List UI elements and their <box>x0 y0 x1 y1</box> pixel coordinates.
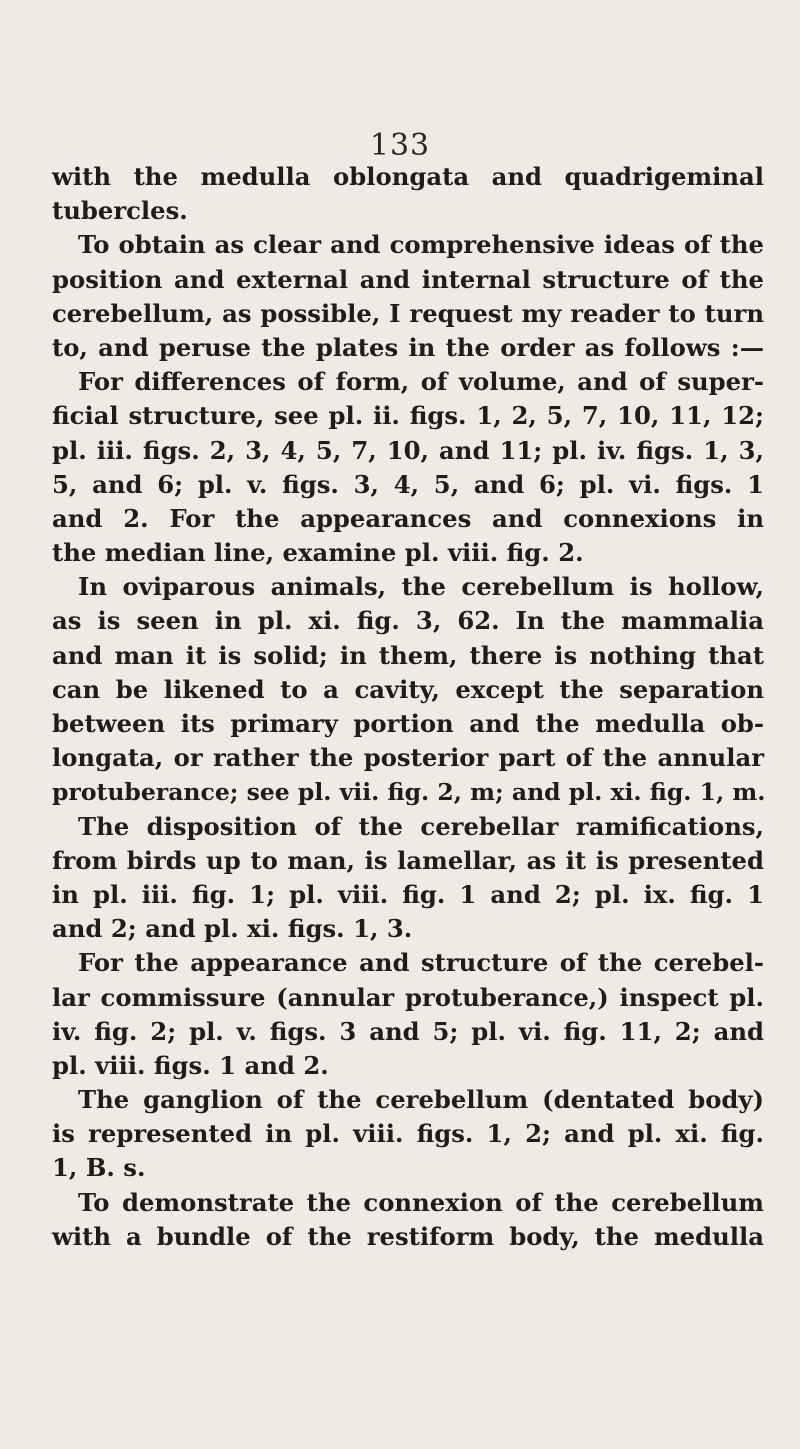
text-line: 5, and 6; pl. v. figs. 3, 4, 5, and 6; pl. vi. figs. 1 <box>52 469 764 499</box>
text-line: is represented in pl. viii. figs. 1, 2; and pl. xi. fig. <box>52 1119 764 1149</box>
text-line: iv. fig. 2; pl. v. figs. 3 and 5; pl. vi. fig. 11, 2; and <box>52 1016 764 1046</box>
text-line: cerebellum, as possible, I request my reader to turn <box>52 298 764 328</box>
body-text <box>52 160 764 1254</box>
page-number: 133 <box>369 128 431 163</box>
text-line: lar commissure (annular protuberance,) inspect pl. <box>52 982 764 1012</box>
text-line: tubercles. <box>52 196 188 226</box>
text-line: ficial structure, see pl. ii. figs. 1, 2, 5, 7, 10, 11, 12; <box>52 401 764 431</box>
text-line: To demonstrate the connexion of the cerebellum <box>78 1187 764 1217</box>
text-line: For differences of form, of volume, and of super- <box>78 367 764 397</box>
text-line: pl. viii. figs. 1 and 2. <box>52 1050 329 1080</box>
text-line: 1, B. s. <box>52 1153 146 1183</box>
text-line: from birds up to man, is lamellar, as it is presented <box>52 845 764 875</box>
text-line: as is seen in pl. xi. fig. 3, 62. In the mammalia <box>52 606 764 636</box>
text-line: protuberance; see pl. vii. fig. 2, m; and pl. xi. fig. 1, m. <box>52 778 766 807</box>
text-line: The ganglion of the cerebellum (dentated body) <box>78 1085 764 1115</box>
text-line: and 2. For the appearances and connexions in <box>52 503 764 533</box>
text-line: For the appearance and structure of the cerebel- <box>78 948 764 978</box>
text-line: The disposition of the cerebellar ramifications, <box>78 811 764 841</box>
text-line: between its primary portion and the medulla ob- <box>52 709 764 738</box>
text-line: In oviparous animals, the cerebellum is hollow, <box>78 572 764 602</box>
text-line: and 2; and pl. xi. figs. 1, 3. <box>52 914 413 944</box>
text-line: position and external and internal structure of the <box>52 264 764 294</box>
text-line: to, and peruse the plates in the order as follows :— <box>52 332 764 362</box>
text-line: can be likened to a cavity, except the separation <box>52 674 764 704</box>
text-line: and man it is solid; in them, there is nothing that <box>52 640 764 670</box>
text-line: with the medulla oblongata and quadrigeminal <box>52 162 764 191</box>
text-line: pl. iii. figs. 2, 3, 4, 5, 7, 10, and 11; pl. iv. figs. 1, 3, <box>52 435 764 465</box>
text-line: To obtain as clear and comprehensive ideas of the <box>78 230 764 260</box>
text-line: the median line, examine pl. viii. fig. 2. <box>52 538 584 568</box>
text-line: with a bundle of the restiform body, the medulla <box>52 1221 764 1251</box>
text-line: in pl. iii. fig. 1; pl. viii. fig. 1 and 2; pl. ix. fig. 1 <box>52 879 764 909</box>
text-line: longata, or rather the posterior part of the annular <box>52 743 764 773</box>
